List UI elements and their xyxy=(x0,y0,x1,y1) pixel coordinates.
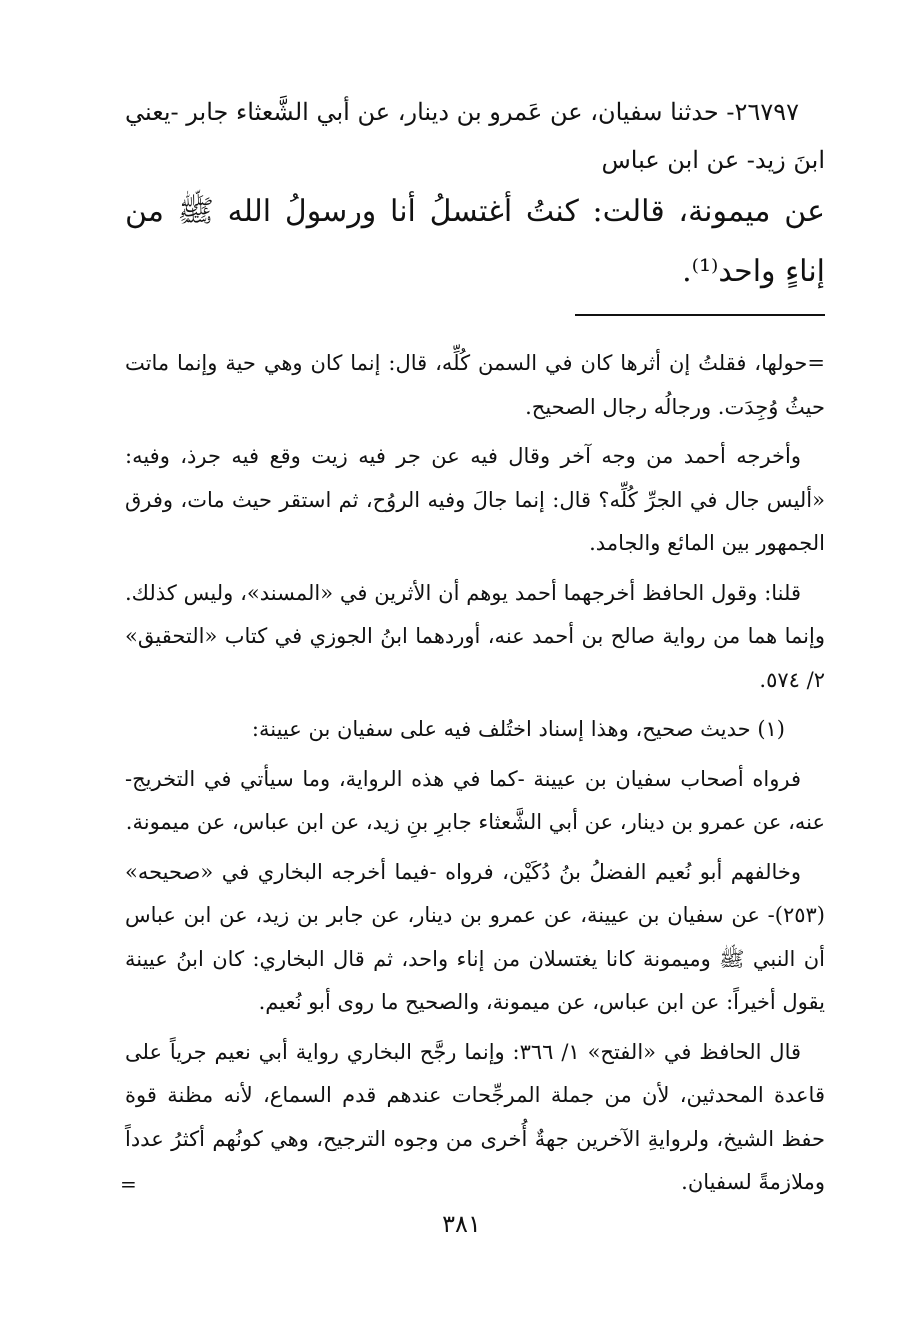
footnote-paragraph: فرواه أصحاب سفيان بن عيينة -كما في هذه الرواية، وما سيأتي في التخريج- عنه، عن عمرو بن دينار، عن أبي الشَّعثاء جابرِ بنِ زيد، عن ابن عباس، عن ميمونة. xyxy=(125,766,825,834)
footnote-continuation: =حولها، فقلتُ إن أثرها كان في السمن كُلِّه، قال: إنما كان وهي حية وإنما ماتت حيثُ وُجِدَت. ورجالُه رجال الصحيح. xyxy=(125,351,825,419)
hadith-isnad xyxy=(125,88,825,184)
footnote-paragraph: وأخرجه أحمد من وجه آخر وقال فيه عن جر فيه زيت وقع فيه جرذ، وفيه: «أليس جال في الجرِّ كُلِّه؟ قال: إنما جالَ وفيه الروُح، ثم استقر حيث مات، وفرق الجمهور بين المائع والجامد. xyxy=(125,444,825,555)
isnad-text: ٢٦٧٩٧- حدثنا سفيان، عن عَمرو بن دينار، عن أبي الشَّعثاء جابر -يعني ابنَ زيد- عن ابن عباس xyxy=(125,98,825,174)
footnote-separator xyxy=(575,314,825,316)
hadith-matn xyxy=(125,182,825,302)
footnote-1-heading: (١) حديث صحيح، وهذا إسناد اختُلف فيه على سفيان بن عيينة: xyxy=(251,717,785,741)
continuation-mark: = xyxy=(120,1172,137,1196)
matn-text: عن ميمونة، قالت: كنتُ أغتسلُ أنا ورسولُ الله ﷺ من إناءٍ واحد⁽¹⁾. xyxy=(125,194,825,289)
footnote-paragraph: وخالفهم أبو نُعيم الفضلُ بنُ دُكَيْن، فرواه -فيما أخرجه البخاري في «صحيحه» (٢٥٣)- عن سفيان بن عيينة، عن عمرو بن دينار، عن جابر بن زيد، عن ابن عباس أن النبي ﷺ وميمونة كانا يغتسلان من إناء واحد، ثم قال البخاري: كان ابنُ عيينة يقول أخيراً: عن ابن عباس، عن ميمونة، والصحيح ما روى أبو نُعيم. xyxy=(125,859,825,1014)
page-number: ٣٨١ xyxy=(442,1210,481,1238)
footnote-paragraph: قلنا: وقول الحافظ أخرجهما أحمد يوهم أن الأثرين في «المسند»، وليس كذلك. وإنما هما من رواية صالح بن أحمد عنه، أوردهما ابنُ الجوزي في كتاب «التحقيق» ٢/ ٥٧٤. xyxy=(125,580,825,692)
footnotes xyxy=(125,342,825,1211)
footnote-paragraph: قال الحافظ في «الفتح» ١/ ٣٦٦: وإنما رجَّح البخاري رواية أبي نعيم جرياً على قاعدة المحدثين، لأن من جملة المرجِّحات عندهم قدم السماع، لأنه مظنة قوة حفظ الشيخ، ولروايةِ الآخرين جهةٌ أُخرى من وجوه الترجيح، وهي كونُهم أكثرُ عدداً وملازمةً لسفيان. xyxy=(125,1039,825,1194)
